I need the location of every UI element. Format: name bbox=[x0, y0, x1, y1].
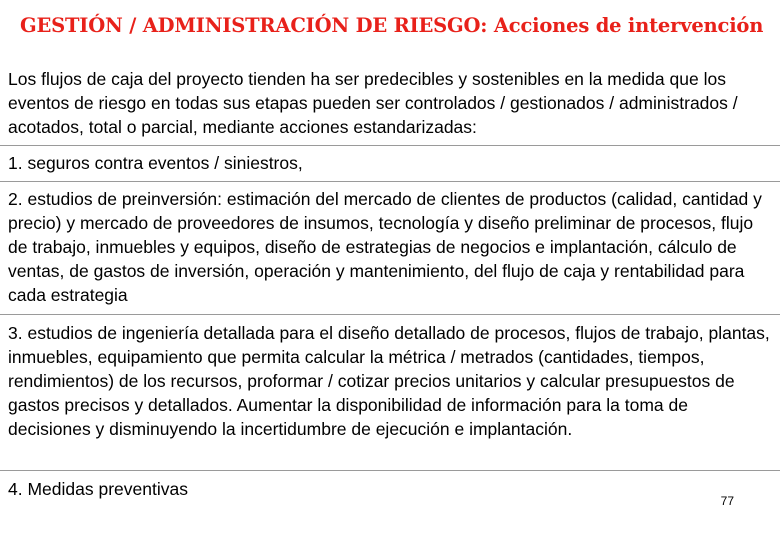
intro-paragraph: Los flujos de caja del proyecto tienden ha ser predecibles y sostenibles en la medida que los eventos de riesgo en todas sus etapas pueden ser controlados / gestionados / administrados / acotados, total o parcial, mediante acciones estandarizadas: bbox=[8, 69, 738, 137]
slide-title: GESTIÓN / ADMINISTRACIÓN DE RIESGO: Acciones de intervención bbox=[20, 14, 764, 37]
separator-line bbox=[0, 181, 780, 182]
list-item-4: 4. Medidas preventivas bbox=[8, 479, 188, 499]
page-number: 77 bbox=[720, 494, 734, 508]
separator-line bbox=[0, 145, 780, 146]
separator-line bbox=[0, 470, 780, 471]
list-item-2: 2. estudios de preinversión: estimación del mercado de clientes de productos (calidad, cantidad y precio) y mercado de proveedores de insumos, tecnología y diseño preliminar de procesos, flujo de trabajo, inmuebles y equipos, diseño de estrategias de negocios e implantación, cálculo de ventas, de gastos de inversión, operación y mantenimiento, del flujo de caja y rentabilidad para cada estrategia bbox=[8, 189, 762, 305]
list-item-3: 3. estudios de ingeniería detallada para el diseño detallado de procesos, flujos de trabajo, plantas, inmuebles, equipamiento que permita calcular la métrica / metrados (cantidades, tiempos, rendimientos) de los recursos, proformar / cotizar precios unitarios y calcular presupuestos de gastos precisos y detallados. Aumentar la disponibilidad de información para la toma de decisiones y disminuyendo la incertidumbre de ejecución e implantación. bbox=[8, 323, 770, 439]
separator-line bbox=[0, 314, 780, 315]
list-item-1: 1. seguros contra eventos / siniestros, bbox=[8, 153, 303, 173]
